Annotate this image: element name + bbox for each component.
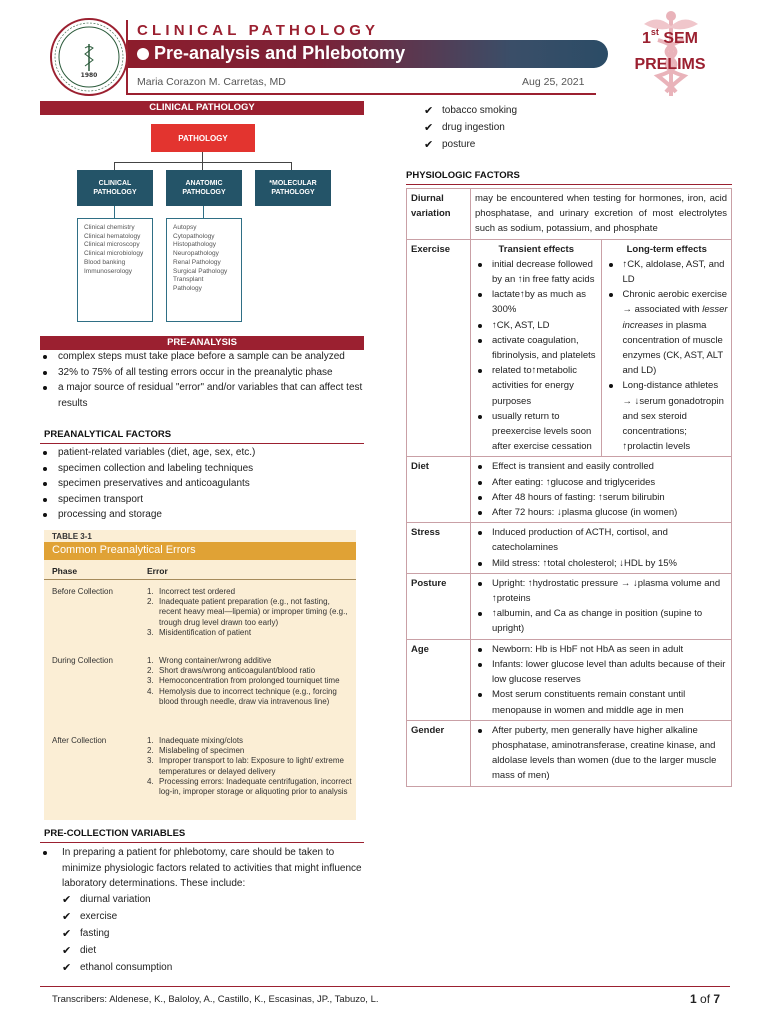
factor-cell: Exercise <box>407 239 471 457</box>
list-item: related to↑metabolic activities for energy purposes <box>475 363 598 409</box>
table-title: Common Preanalytical Errors <box>52 544 196 556</box>
list-item: Newborn: Hb is HbF not HbA as seen in adult <box>475 642 727 657</box>
semester-badge <box>610 26 730 78</box>
diagram-branch-molecular: *MOLECULAR PATHOLOGY <box>255 170 331 206</box>
list-item: 4. Hemolysis due to incorrect technique (e.g., forcing blood through needle, draw via intravenous line) <box>147 686 337 706</box>
list-item: Mild stress: ↑total cholesterol; ↓HDL by 15% <box>475 556 727 571</box>
check-item: ✔ tobacco smoking <box>422 102 722 119</box>
effect-cell <box>471 639 732 720</box>
list-item: 1. Wrong container/wrong additive <box>147 656 272 665</box>
list-item: processing and storage <box>40 507 366 523</box>
effect-cell <box>471 457 732 523</box>
list-item: Renal Pathology <box>173 258 221 266</box>
check-item: ✔ ethanol consumption <box>60 959 360 976</box>
college-seal-logo <box>50 18 128 96</box>
sem-suffix: st <box>650 27 659 37</box>
topic-title: Pre-analysis and Phlebotomy <box>154 43 406 63</box>
factor-cell: Gender <box>407 720 471 786</box>
factor-cell: Diurnal variation <box>407 189 471 240</box>
list-item: After 48 hours of fasting: ↑serum bilirubin <box>475 490 727 505</box>
list-item: initial decrease followed by an ↑in free fatty acids <box>475 257 598 287</box>
table-row <box>407 239 732 457</box>
list-item: Cytopathology <box>173 232 215 240</box>
transcribers: Transcribers: Aldenese, K., Baloloy, A., Castillo, K., Escasinas, JP., Tabuzo, L. <box>52 994 379 1005</box>
list-item: Infants: lower glucose level than adults because of their low glucose reserves <box>475 657 727 687</box>
list-item: Pathology <box>173 284 202 292</box>
diagram-branch-anatomic: ANATOMIC PATHOLOGY <box>166 170 242 206</box>
diagram-list-anatomic <box>166 218 242 322</box>
effect-cell <box>471 523 732 574</box>
diagram-connector <box>203 206 204 218</box>
table-row-errors <box>147 656 352 707</box>
col-phase: Phase <box>52 566 78 576</box>
physiologic-factors-table <box>406 188 732 787</box>
seal-staff-icon <box>82 42 96 72</box>
table-row-phase: After Collection <box>52 736 107 745</box>
effect-cell <box>471 720 732 786</box>
check-item: ✔ fasting <box>60 925 360 942</box>
list-item: usually return to preexercise levels soon after exercise cessation <box>475 409 598 455</box>
diagram-connector <box>114 206 115 218</box>
diagram-heading: CLINICAL PATHOLOGY <box>40 101 364 115</box>
sem-number: 1 <box>641 30 651 47</box>
list-item: After puberty, men generally have higher alkaline phosphatase, aminotransferase, creatine kinase, and aldolase levels than women (due to the larger muscle mass of men) <box>475 723 727 784</box>
list-item: After 72 hours: ↓plasma glucose (in women) <box>475 505 727 520</box>
pre-collection-checklist-cont <box>422 102 722 153</box>
current-page: 1 <box>690 992 697 1006</box>
list-item: Chronic aerobic exercise → associated with lesser increases in plasma concentration of muscle enzymes (CK, AST, ALT and LD) <box>606 287 729 378</box>
check-item: ✔ exercise <box>60 908 360 925</box>
sem-word: SEM <box>658 30 699 47</box>
check-item: ✔ posture <box>422 136 722 153</box>
transient-heading: Transient effects <box>498 243 574 255</box>
factor-cell: Diet <box>407 457 471 523</box>
list-item: 2. Mislabeling of specimen <box>147 746 245 756</box>
list-item: Immunoserology <box>84 267 133 275</box>
preanalytical-list <box>40 445 366 523</box>
preanalytical-errors-table <box>44 530 356 820</box>
exercise-split <box>471 240 731 457</box>
list-item: Clinical microbiology <box>84 250 144 258</box>
factor-cell: Posture <box>407 573 471 639</box>
effect-cell <box>471 239 732 457</box>
list-item: ↑CK, aldolase, AST, and LD <box>606 257 729 287</box>
list-item: lactate↑by as much as 300% <box>475 287 598 317</box>
longterm-heading: Long-term effects <box>626 243 707 255</box>
check-item: ✔ diet <box>60 942 360 959</box>
list-item: 4. Processing errors: Inadequate centrifugation, incorrect log-in, improper storage or aliquoting prior to analysis <box>147 776 352 797</box>
header-divider-horizontal <box>126 93 596 95</box>
banner-bullet-icon <box>137 48 149 60</box>
table-row <box>407 573 732 639</box>
list-item: 3. Misidentification of patient <box>147 627 252 637</box>
seal-year: 1980 <box>80 72 98 79</box>
list-item: Surgical Pathology <box>173 267 228 275</box>
table-row-phase: During Collection <box>52 656 113 665</box>
diagram-branch-clinical: CLINICAL PATHOLOGY <box>77 170 153 206</box>
list-item: ↑CK, AST, LD <box>475 318 598 333</box>
effect-cell <box>471 573 732 639</box>
lecturer-name: Maria Corazon M. Carretas, MD <box>137 76 286 88</box>
list-item: Long-distance athletes → ↓serum gonadotropin and sex steroid concentrations; ↑prolactin levels <box>606 378 729 454</box>
list-item: 32% to 75% of all testing errors occur in the preanalytic phase <box>40 365 366 381</box>
list-item: complex steps must take place before a sample can be analyzed <box>40 349 366 365</box>
course-title: CLINICAL PATHOLOGY <box>137 22 380 39</box>
list-item: Effect is transient and easily controlled <box>475 459 727 474</box>
table-label: TABLE 3-1 <box>52 532 92 541</box>
pre-analysis-list <box>40 349 366 411</box>
table-row <box>407 189 732 240</box>
physio-heading: PHYSIOLOGIC FACTORS <box>406 170 520 181</box>
table-header-row <box>44 562 356 580</box>
factor-cell: Stress <box>407 523 471 574</box>
effect-cell: may be encountered when testing for hormones, iron, acid phosphatase, and urinary excretion of most electrolytes such as sodium, potassium, and phosphate <box>471 189 732 240</box>
list-item: 3. Improper transport to lab: Exposure to light/ extreme temperatures or delayed delivery <box>147 756 344 776</box>
list-item: ↑albumin, and Ca as change in position (supine to upright) <box>475 606 727 636</box>
list-item: In preparing a patient for phlebotomy, care should be taken to minimize physiologic factors related to activities that might influence laboratory determinations. These include: <box>40 845 366 892</box>
list-item: Blood banking <box>84 258 126 266</box>
total-pages: 7 <box>713 992 721 1006</box>
diagram-connector <box>202 152 203 162</box>
list-item: After eating: ↑glucose and triglycerides <box>475 475 727 490</box>
diagram-connector <box>114 162 292 163</box>
table-row <box>407 523 732 574</box>
lecture-date: Aug 25, 2021 <box>522 76 585 88</box>
list-item: Histopathology <box>173 241 216 249</box>
list-item: a major source of residual "error" and/or variables that can affect test results <box>40 380 366 411</box>
table-row <box>407 457 732 523</box>
list-item: 1. Incorrect test ordered <box>147 587 236 596</box>
diagram-connector <box>114 162 115 170</box>
list-item: Upright: ↑hydrostatic pressure → ↓plasma volume and ↑proteins <box>475 576 727 606</box>
list-item: Clinical microscopy <box>84 241 140 249</box>
pre-collection-list <box>40 845 366 892</box>
diagram-connector <box>291 162 292 170</box>
list-item: 2. Short draws/wrong anticoagulant/blood ratio <box>147 666 316 676</box>
pre-collection-checklist <box>60 891 360 976</box>
table-row <box>407 720 732 786</box>
footer-rule <box>40 986 730 987</box>
page-of: of <box>696 992 714 1006</box>
diagram-list-clinical <box>77 218 153 322</box>
section-rule <box>40 842 364 843</box>
longterm-column <box>602 240 732 457</box>
topic-banner <box>128 40 608 68</box>
table-row-errors <box>147 587 352 638</box>
page-number <box>690 992 720 1006</box>
list-item: Clinical hematology <box>84 232 141 240</box>
list-item: 3. Hemoconcentration from prolonged tourniquet time <box>147 676 340 686</box>
longterm-list <box>606 257 729 455</box>
transient-list <box>475 257 598 455</box>
pre-collection-heading: PRE-COLLECTION VARIABLES <box>44 828 186 839</box>
list-item: specimen transport <box>40 492 366 508</box>
transient-column <box>471 240 602 457</box>
list-item: 1. Inadequate mixing/clots <box>147 736 244 745</box>
section-rule <box>406 184 732 185</box>
table-row-errors <box>147 736 352 797</box>
check-item: ✔ drug ingestion <box>422 119 722 136</box>
page-header <box>0 0 768 96</box>
diagram-root-node: PATHOLOGY <box>151 124 255 152</box>
preanalytical-heading: PREANALYTICAL FACTORS <box>44 429 172 440</box>
pre-analysis-heading: PRE-ANALYSIS <box>40 336 364 350</box>
list-item: activate coagulation, fibrinolysis, and platelets <box>475 333 598 363</box>
list-item: patient-related variables (diet, age, sex, etc.) <box>40 445 366 461</box>
table-title-bar <box>44 542 356 560</box>
col-error: Error <box>147 566 168 576</box>
list-item: Neuropathology <box>173 250 219 258</box>
factor-cell: Age <box>407 639 471 720</box>
list-item: Most serum constituents remain constant until menopause in women and middle age in men <box>475 687 727 717</box>
list-item: specimen collection and labeling techniques <box>40 461 366 477</box>
list-item: Transplant <box>173 276 204 284</box>
list-item: Induced production of ACTH, cortisol, and catecholamines <box>475 525 727 555</box>
diagram-connector <box>202 162 203 170</box>
list-item: Clinical chemistry <box>84 224 135 231</box>
exam-period: PRELIMS <box>634 56 706 73</box>
check-item: ✔ diurnal variation <box>60 891 360 908</box>
list-item: specimen preservatives and anticoagulants <box>40 476 366 492</box>
table-row <box>407 639 732 720</box>
table-row-phase: Before Collection <box>52 587 113 596</box>
list-item: Autopsy <box>173 224 197 231</box>
section-rule <box>40 443 364 444</box>
list-item: 2. Inadequate patient preparation (e.g., not fasting, recent heavy meal—lipemia) or improper timing (e.g., trough drug level drawn too early) <box>147 597 348 627</box>
